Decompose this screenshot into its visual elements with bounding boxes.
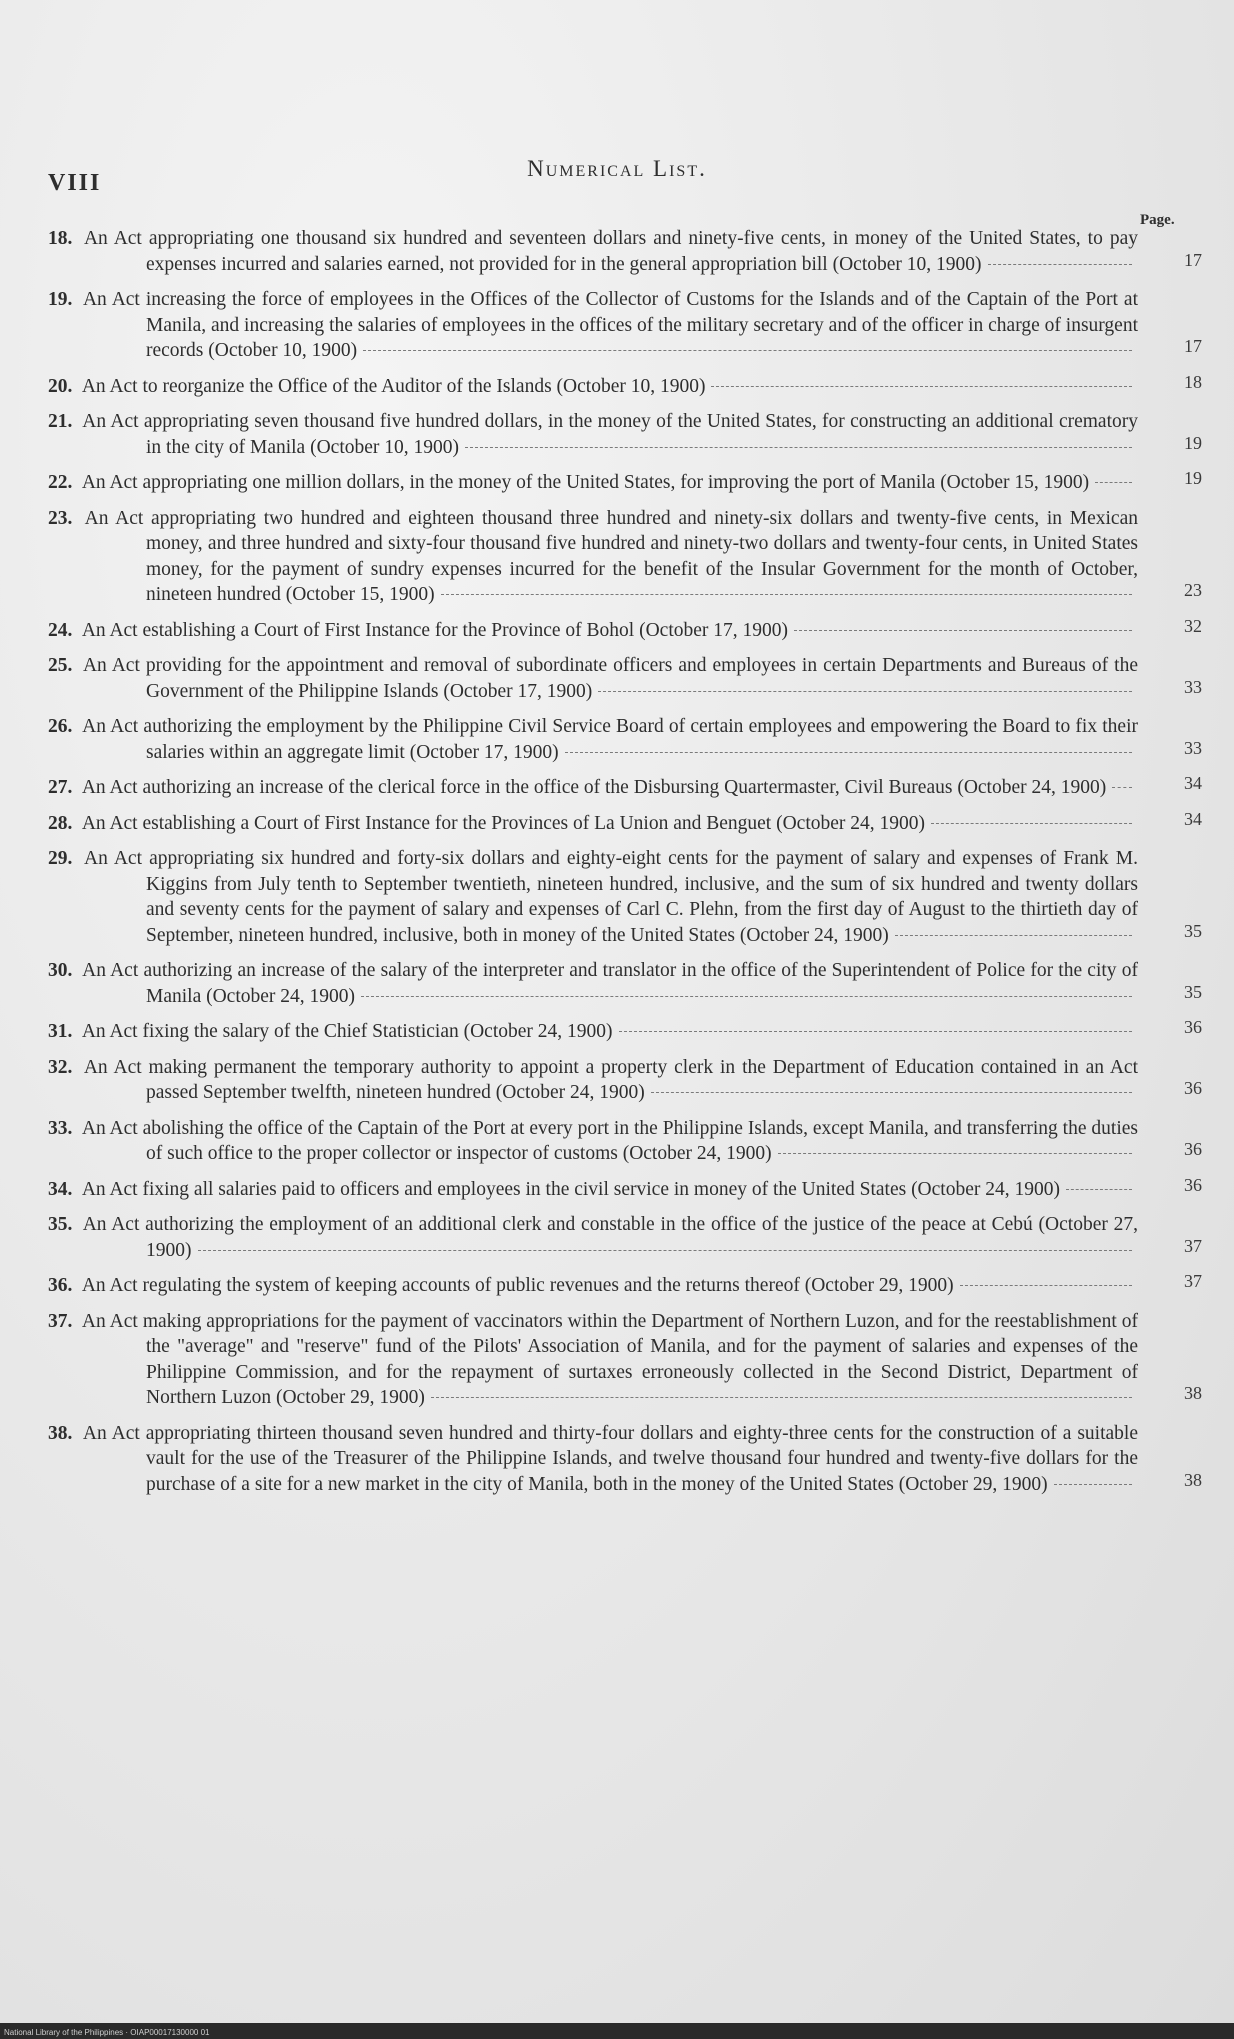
act-title: An Act making appropriations for the payment of vaccinators within the Department of Northern Luzon, and for the reestablishment of the "average" and "reserve" fund of the Pilots' Association of Manila, and for the payment of salaries and expenses of the Philippine Commission, and for the repayment of surtaxes erroneously collected in the Second District, Department of Northern Luzon (October 29, 1900) xyxy=(81,1310,1138,1408)
list-item xyxy=(48,714,1202,765)
act-title: An Act authorizing an increase of the clerical force in the office of the Disbursing Quartermaster, Civil Bureaus (October 24, 1900) xyxy=(81,777,1107,798)
act-title: An Act to reorganize the Office of the Auditor of the Islands (October 10, 1900) xyxy=(81,375,706,397)
act-number: 21. xyxy=(48,411,73,432)
act-number: 38. xyxy=(48,1422,73,1444)
act-number: 19. xyxy=(48,289,73,310)
act-title: An Act establishing a Court of First Instance for the Provinces of La Union and Benguet (October 24, 1900) xyxy=(81,812,926,834)
act-title: An Act fixing all salaries paid to officers and employees in the civil service in money of the United States (October 24, 1900) xyxy=(81,1178,1060,1200)
page-number: 37 xyxy=(1184,1235,1202,1256)
dot-leader xyxy=(598,690,1132,692)
list-item xyxy=(48,1116,1202,1167)
dot-leader xyxy=(465,446,1132,448)
act-title: An Act appropriating seven thousand five hundred dollars, in the money of the United States, for constructing an additional crematory in the city of Manila (October 10, 1900) xyxy=(82,411,1138,458)
act-title: An Act providing for the appointment and removal of subordinate officers and employees in certain Departments and Bureaus of the Government of the Philippine Islands (October 17, 1900) xyxy=(82,655,1138,702)
act-title: An Act appropriating two hundred and eighteen thousand three hundred and ninety-six dollars and twenty-five cents, in Mexican money, and three hundred and sixty-four thousand five hundred and ninety-two dollars and twenty-four cents, in United States money, for the payment of sundry expenses incurred for the benefit of the Insular Government for the month of October, nineteen hundred (October 15, 1900) xyxy=(84,507,1138,605)
numerical-list xyxy=(48,226,1202,1507)
act-number: 31. xyxy=(48,1021,73,1042)
list-item xyxy=(48,958,1202,1009)
list-item xyxy=(48,506,1202,608)
list-item xyxy=(48,1174,1202,1203)
page-number: 19 xyxy=(1184,468,1202,488)
dot-leader xyxy=(1054,1483,1132,1485)
act-number: 35. xyxy=(48,1214,73,1235)
page-number: 18 xyxy=(1184,371,1202,392)
page-number: 33 xyxy=(1184,737,1202,758)
dot-leader xyxy=(778,1152,1132,1154)
act-number: 25. xyxy=(48,655,73,676)
act-number: 37. xyxy=(48,1310,73,1332)
act-title: An Act authorizing the employment of an additional clerk and constable in the office of the justice of the peace at Cebú (October 27, 1900) xyxy=(82,1214,1138,1261)
page-number: 35 xyxy=(1184,920,1202,941)
act-number: 20. xyxy=(48,375,73,397)
list-item xyxy=(48,773,1202,801)
dot-leader xyxy=(431,1396,1132,1398)
act-number: 26. xyxy=(48,716,73,737)
scan-footer-strip xyxy=(0,2023,1234,2039)
dot-leader xyxy=(363,349,1132,351)
page-number: 32 xyxy=(1184,615,1202,636)
page-number: 23 xyxy=(1184,580,1202,600)
list-item xyxy=(48,846,1202,948)
page-number: 33 xyxy=(1184,676,1202,697)
act-title: An Act authorizing the employment by the Philippine Civil Service Board of certain employees and empowering the Board to fix their salaries within an aggregate limit (October 17, 1900) xyxy=(82,716,1138,763)
running-head: Numerical List. xyxy=(527,156,707,181)
act-number: 29. xyxy=(48,848,73,869)
list-item xyxy=(48,1212,1202,1263)
act-title: An Act abolishing the office of the Captain of the Port at every port in the Philippine Islands, except Manila, and transferring the duties of such office to the proper collector or inspector of customs (October 24, 1900) xyxy=(81,1117,1138,1164)
act-number: 28. xyxy=(48,812,73,834)
act-title: An Act authorizing an increase of the salary of the interpreter and translator in the office of the Superintendent of Police for the city of Manila (October 24, 1900) xyxy=(82,960,1138,1007)
dot-leader xyxy=(565,751,1132,753)
dot-leader xyxy=(1112,786,1132,788)
dot-leader xyxy=(441,593,1132,595)
scan-credit: National Library of the Philippines · OIAP00017130000 01 xyxy=(4,2028,210,2037)
dot-leader xyxy=(895,934,1132,936)
page-folio: VIII xyxy=(48,170,102,196)
act-title: An Act appropriating one million dollars, in the money of the United States, for improving the port of Manila (October 15, 1900) xyxy=(81,472,1090,493)
list-item xyxy=(48,287,1202,364)
page-number: 38 xyxy=(1184,1383,1202,1403)
dot-leader xyxy=(988,263,1132,265)
act-title: An Act increasing the force of employees in the Offices of the Collector of Customs for the Islands and of the Captain of the Port at Manila, and increasing the salaries of employees in the offices of the military secretary and of the officer in charge of insurgent records (October 10, 1900) xyxy=(82,289,1138,361)
act-number: 34. xyxy=(48,1178,73,1200)
dot-leader xyxy=(198,1249,1133,1251)
act-number: 22. xyxy=(48,472,73,493)
list-item xyxy=(48,1055,1202,1106)
dot-leader xyxy=(1095,481,1132,483)
page-column-label: Page. xyxy=(1140,212,1175,228)
act-number: 32. xyxy=(48,1056,73,1078)
act-number: 36. xyxy=(48,1275,73,1296)
list-item xyxy=(48,371,1202,400)
act-title: An Act appropriating one thousand six hundred and seventeen dollars and ninety-five cents, in money of the United States, to pay expenses incurred and salaries earned, not provided for in the general appropriation bill (October 10, 1900) xyxy=(83,228,1138,275)
act-number: 33. xyxy=(48,1117,73,1139)
dot-leader xyxy=(1066,1188,1132,1190)
list-item xyxy=(48,615,1202,644)
dot-leader xyxy=(361,995,1132,997)
dot-leader xyxy=(960,1284,1132,1286)
list-item xyxy=(48,1421,1202,1498)
act-number: 18. xyxy=(48,228,73,249)
act-title: An Act regulating the system of keeping accounts of public revenues and the returns thereof (October 29, 1900) xyxy=(81,1275,954,1296)
list-item xyxy=(48,808,1202,837)
act-title: An Act fixing the salary of the Chief Statistician (October 24, 1900) xyxy=(81,1021,613,1042)
act-title: An Act appropriating six hundred and forty-six dollars and eighty-eight cents for the payment of salary and expenses of Frank M. Kiggins from July tenth to September twentieth, nineteen hundred, inclusive, and the sum of six hundred and twenty dollars and seventy cents for the payment of salary and expenses of Carl C. Plehn, from the first day of August to the thirtieth day of September, nineteen hundred, inclusive, both in money of the United States (October 24, 1900) xyxy=(84,848,1138,946)
page-number: 37 xyxy=(1184,1271,1202,1291)
page-number: 36 xyxy=(1184,1139,1202,1159)
act-number: 24. xyxy=(48,619,73,641)
act-number: 23. xyxy=(48,507,73,529)
dot-leader xyxy=(619,1030,1132,1032)
page-number: 35 xyxy=(1184,981,1202,1002)
dot-leader xyxy=(931,822,1132,824)
page-number: 36 xyxy=(1184,1174,1202,1195)
act-title: An Act establishing a Court of First Instance for the Province of Bohol (October 17, 1900) xyxy=(81,619,789,641)
dot-leader xyxy=(794,629,1132,631)
list-item xyxy=(48,1271,1202,1299)
page-number: 36 xyxy=(1184,1078,1202,1098)
list-item xyxy=(48,468,1202,496)
page-number: 38 xyxy=(1184,1469,1202,1490)
page-number: 36 xyxy=(1184,1017,1202,1037)
page-number: 19 xyxy=(1184,432,1202,453)
list-item xyxy=(48,409,1202,460)
page-number: 34 xyxy=(1184,773,1202,793)
dot-leader xyxy=(711,385,1132,387)
list-item xyxy=(48,1017,1202,1045)
act-number: 27. xyxy=(48,777,73,798)
page-number: 34 xyxy=(1184,808,1202,829)
act-title: An Act appropriating thirteen thousand seven hundred and thirty-four dollars and eighty-three cents for the construction of a suitable vault for the use of the Treasurer of the Philippine Islands, and twelve thousand four hundred and twenty-five dollars for the purchase of a site for a new market in the city of Manila, both in the money of the United States (October 29, 1900) xyxy=(82,1422,1138,1495)
act-number: 30. xyxy=(48,960,73,981)
list-item xyxy=(48,226,1202,277)
page-number: 17 xyxy=(1184,249,1202,270)
page-number: 17 xyxy=(1184,336,1202,356)
list-item xyxy=(48,1309,1202,1411)
list-item xyxy=(48,653,1202,704)
dot-leader xyxy=(651,1091,1132,1093)
act-title: An Act making permanent the temporary authority to appoint a property clerk in the Department of Education contained in an Act passed September twelfth, nineteen hundred (October 24, 1900) xyxy=(83,1056,1138,1103)
